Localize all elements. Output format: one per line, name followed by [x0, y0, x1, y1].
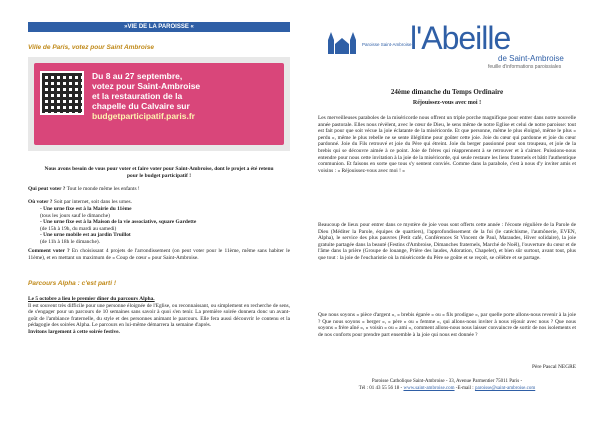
ou-list	[40, 206, 290, 246]
footer-email-label: -E-mail :	[454, 386, 475, 391]
footer-email-link[interactable]: paroisse@saint-ambroise.com	[474, 386, 536, 391]
rejouissez-title: Réjouissez-vous avec moi !	[412, 100, 482, 106]
footer-tel: Tél : 01 43 55 56 18 -	[358, 386, 404, 391]
abeille-tagline: feuille d'informations paroissiales	[488, 64, 562, 70]
ou-item-3: - Une urne fixe est à la Maison de la vie associative, square Gardette	[40, 219, 197, 226]
alpha-first: Le 5 octobre a lieu le premier dîner du parcours Alpha.	[28, 296, 155, 302]
footer-website-link[interactable]: www.saint-ambroise.com	[403, 386, 455, 391]
homily-para-2: Beaucoup de lieux pour entrer dans ce mystère de joie vous sont offerts cette année : l'écoute régulière de la Parole de Dieu (Méditer la Parole, équipes de quartiers), l'approfondissement de la foi (le catéchisme, l'aumônerie, EVEN, Alpha), le service des plus pauvres (Petit café, Conférences St Vincent de Paul, Maraudes, Hiver solidaire), la joie gratuite partagée dans la beauté (Festins d'Ambroise, Dimanches fraternels, Marché de Noël), l'ouverture du cœur et de l'âme dans la prière (Groupe de louange, Prière des laudes, Adoration, Chapelet), et bien sûr surtout, avant tout, plus que tout : la joie de l'eucharistie où la miséricorde du Père se goûte et se reçoit, se célèbre et se partage.	[318, 222, 576, 261]
budget-participatif-card	[28, 57, 290, 151]
alpha-heading: Parcours Alpha : c'est parti !	[28, 280, 116, 287]
ou-item-6: (de 11h à 18h le dimanche).	[40, 238, 100, 245]
abeille-title: l'Abeille	[410, 20, 511, 56]
ou-item-1: - Une urne fixe est à la Mairie du 11ème	[40, 206, 132, 212]
ou-voter	[28, 199, 290, 206]
vote-subhead: Ville de Paris, votez pour Saint Ambroise	[28, 44, 154, 51]
qui-text: Tout le monde même les enfants !	[65, 186, 140, 192]
section-banner: »VIE DE LA PAROISSE «	[28, 22, 290, 32]
comment-voter	[28, 248, 290, 261]
qr-code-icon	[40, 71, 84, 115]
signature: Père Pascal NEGRE	[531, 364, 576, 370]
alpha-text: Il est souvent très difficile pour une personne éloignée de l'Eglise, ou reconnaissant, ou simplement en recherche de sens, de s'engager pour un parcours de 10 semaines sans savoir à quoi s'en tenir. La première soirée donnera donc un avant-goût de l'ambiance fraternelle, du style et des personnes animant le parcours. Elle fera aussi découvrir le contenu et la pédagogie des soirées Alpha. Le parcours en lui-même démarrera la semaine d'après.	[28, 302, 290, 329]
ou-label: Où voter ?	[28, 199, 53, 205]
logo-parish-name: Paroisse Saint-Ambroise	[362, 42, 412, 47]
card-panel	[34, 63, 284, 145]
abeille-subtitle: de Saint-Ambroise	[498, 54, 564, 63]
qui-voter	[28, 186, 290, 193]
church-logo-icon	[326, 28, 360, 56]
card-line1: Du 8 au 27 septembre,	[92, 71, 183, 81]
footer-contact	[318, 386, 576, 393]
alpha-last: Invitons largement à cette soirée festive.	[28, 328, 120, 335]
intro-text: Nous avons besoin de vous pour voter et faire voter pour Saint-Ambroise, dont le projet a été retenu pour le budget participatif !	[44, 166, 274, 179]
footer-address: Paroisse Catholique Saint-Ambroise - 33, Avenue Parmentier 75011 Paris -	[371, 379, 523, 384]
card-line2: votez pour Saint-Ambroise	[92, 81, 201, 91]
comment-label: Comment voter ?	[28, 248, 70, 254]
card-text	[92, 71, 280, 121]
ou-item-4: (de 15h à 19h, du mardi au samedi)	[40, 225, 117, 232]
ou-item-2: (tous les jours sauf le dimanche)	[40, 212, 110, 219]
homily-para-1: Les merveilleuses paraboles de la miséricorde nous offrent un triple porche magnifique pour entrer dans notre nouvelle année pastorale. Elles nous révèlent, avec le cœur de Dieu, le sens même de notre Eglise et celui de notre paroisse: tout est fait pour que soit vécue la joie éclatante de la miséricorde. Et que personne, même le plus éloigné, même le plus « perdu », même le plus rebelle ne se sente illégitime pour goûter cette joie. Joie du cœur qui pardonne et joie du cœur pardonné. Joie du Fils retrouvé et joie du Père qui étreint. Joie du berger passionné pour son troupeau, et joie de la brebis qui se découvre aimée à ce point. Joie de frères qui réapprennent à se retrouver et à s'aimer. Puissions-nous entendre pour nous cette invitation à la joie de la miséricorde, qui seule restaure les liens fraternels et bâtit l'authentique communion. Et faisons en sorte que tous s'y sentent conviés. Comme dans la parabole, c'est à nous d'y inviter amis et voisins : « Réjouissez-vous avec moi ! »	[318, 115, 576, 174]
ou-text: Soit par internet, soit dans les urnes.	[52, 199, 132, 205]
qui-label: Qui peut voter ?	[28, 186, 66, 192]
card-line4: chapelle du Calvaire sur	[92, 101, 190, 111]
masthead	[320, 18, 576, 68]
homily-para-3: Que nous soyons « pièce d'argent », « brebis égarée » ou « fils prodigue », par quelle porte allons-nous revenir à la joie ? Que nous soyons « berger », « père » ou « femme », qui allons-nous inviter à nous réjouir avec nous ? Que nous soyons « frère aîné », « voisin » ou « ami », comment allons-nous nous laisser convaincre de sortir de nos isolements et de nos conforts pour prendre part ensemble à la joie qui nous est donnée ?	[318, 312, 576, 338]
card-line3: et la restauration de la	[92, 91, 183, 101]
ou-item-5: - Une urne mobile est au jardin Truillot	[40, 232, 131, 239]
comment-text: En choisissant 4 projets de l'arrondissement (on peut voter pour le 11ème, même sans habiter le 11ème), et en mettant un maximum de « Coup de cœur » pour Saint-Ambroise.	[28, 248, 290, 261]
card-line5: budgetparticipatif.paris.fr	[92, 111, 195, 121]
alpha-block	[28, 296, 290, 336]
sunday-title: 24ème dimanche du Temps Ordinaire	[390, 88, 504, 96]
